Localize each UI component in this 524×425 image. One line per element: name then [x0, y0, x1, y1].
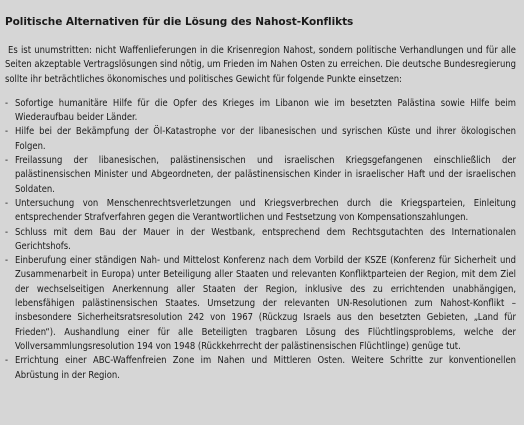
- demands-list: [5, 97, 516, 383]
- list-item-text: Errichtung einer ABC-Waffenfreien Zone im Nahen und Mittleren Osten. Weitere Schritte zur konventionellen Abrüstung in der Region.: [15, 355, 516, 381]
- bullet-dash: -: [5, 155, 9, 167]
- list-item-text: Schluss mit dem Bau der Mauer in der Westbank, entsprechend dem Rechtsgutachten des Internationalen Gerichtshofs.: [15, 226, 516, 252]
- list-item: [5, 125, 516, 154]
- list-item: [5, 154, 516, 197]
- list-item: [5, 197, 516, 226]
- bullet-dash: -: [5, 197, 9, 209]
- list-item: [5, 354, 516, 383]
- list-item: [5, 226, 516, 255]
- list-item-text: Hilfe bei der Bekämpfung der Öl-Katastrophe vor der libanesischen und syrischen Küste und ihrer ökologischen Folgen.: [15, 126, 516, 152]
- list-item-text: Einberufung einer ständigen Nah- und Mittelost Konferenz nach dem Vorbild der KSZE (Konferenz für Sicherheit und Zusammenarbeit in Europa) unter Beteiligung aller Staaten und relevanten Konfliktparteien der Region, mit dem Ziel der wechselseitigen Anerkennung aller Staaten der Region, inklusive des zu errichtenden unabhängigen, lebensfähigen palästinensischen Staates. Umsetzung der relevanten UN-Resolutionen zum Nahost-Konflikt – insbesondere Sicherheitsratsresolution 242 von 1967 (Rückzug Israels aus den besetzten Gebieten, „Land für Frieden“). Aushandlung einer für alle Beteiligten tragbaren Lösung des Flüchtlingsproblems, welche der Vollversammlungsresolution 194 von 1948 (Rückkehrrecht der palästinensischen Flüchtlinge) genüge tut.: [15, 255, 516, 352]
- bullet-dash: -: [5, 255, 9, 267]
- list-item: [5, 254, 516, 354]
- bullet-dash: -: [5, 126, 9, 138]
- list-item-text: Untersuchung von Menschenrechtsverletzungen und Kriegsverbrechen durch die Kriegsparteien, Einleitung entsprechender Strafverfahren gegen die Verantwortlichen und Festsetzung von Kompensationszahlungen.: [15, 197, 516, 224]
- bullet-dash: -: [5, 226, 9, 238]
- document-title: Politische Alternativen für die Lösung des Nahost-Konflikts: [5, 16, 354, 28]
- list-item: [5, 97, 516, 126]
- list-item-text: Sofortige humanitäre Hilfe für die Opfer des Krieges im Libanon wie im besetzten Palästina sowie Hilfe beim Wiederaufbau beider Länder.: [15, 97, 516, 124]
- list-item-text: Freilassung der libanesischen, palästinensischen und israelischen Kriegsgefangenen einschließlich der palästinensischen Minister und Abgeordneten, der palästinensischen Kinder in israelischer Haft und der israelischen Soldaten.: [15, 155, 516, 195]
- bullet-dash: -: [5, 355, 9, 367]
- bullet-dash: -: [5, 97, 9, 109]
- intro-paragraph: Es ist unumstritten: nicht Waffenlieferungen in die Krisenregion Nahost, sondern politische Verhandlungen und für alle Seiten akzeptable Vertragslösungen sind nötig, um Frieden im Nahen Osten zu erreichen. Die deutsche Bundesregierung sollte ihr beträchtliches ökonomisches und politisches Gewicht für folgende Punkte einsetzen:: [5, 45, 516, 85]
